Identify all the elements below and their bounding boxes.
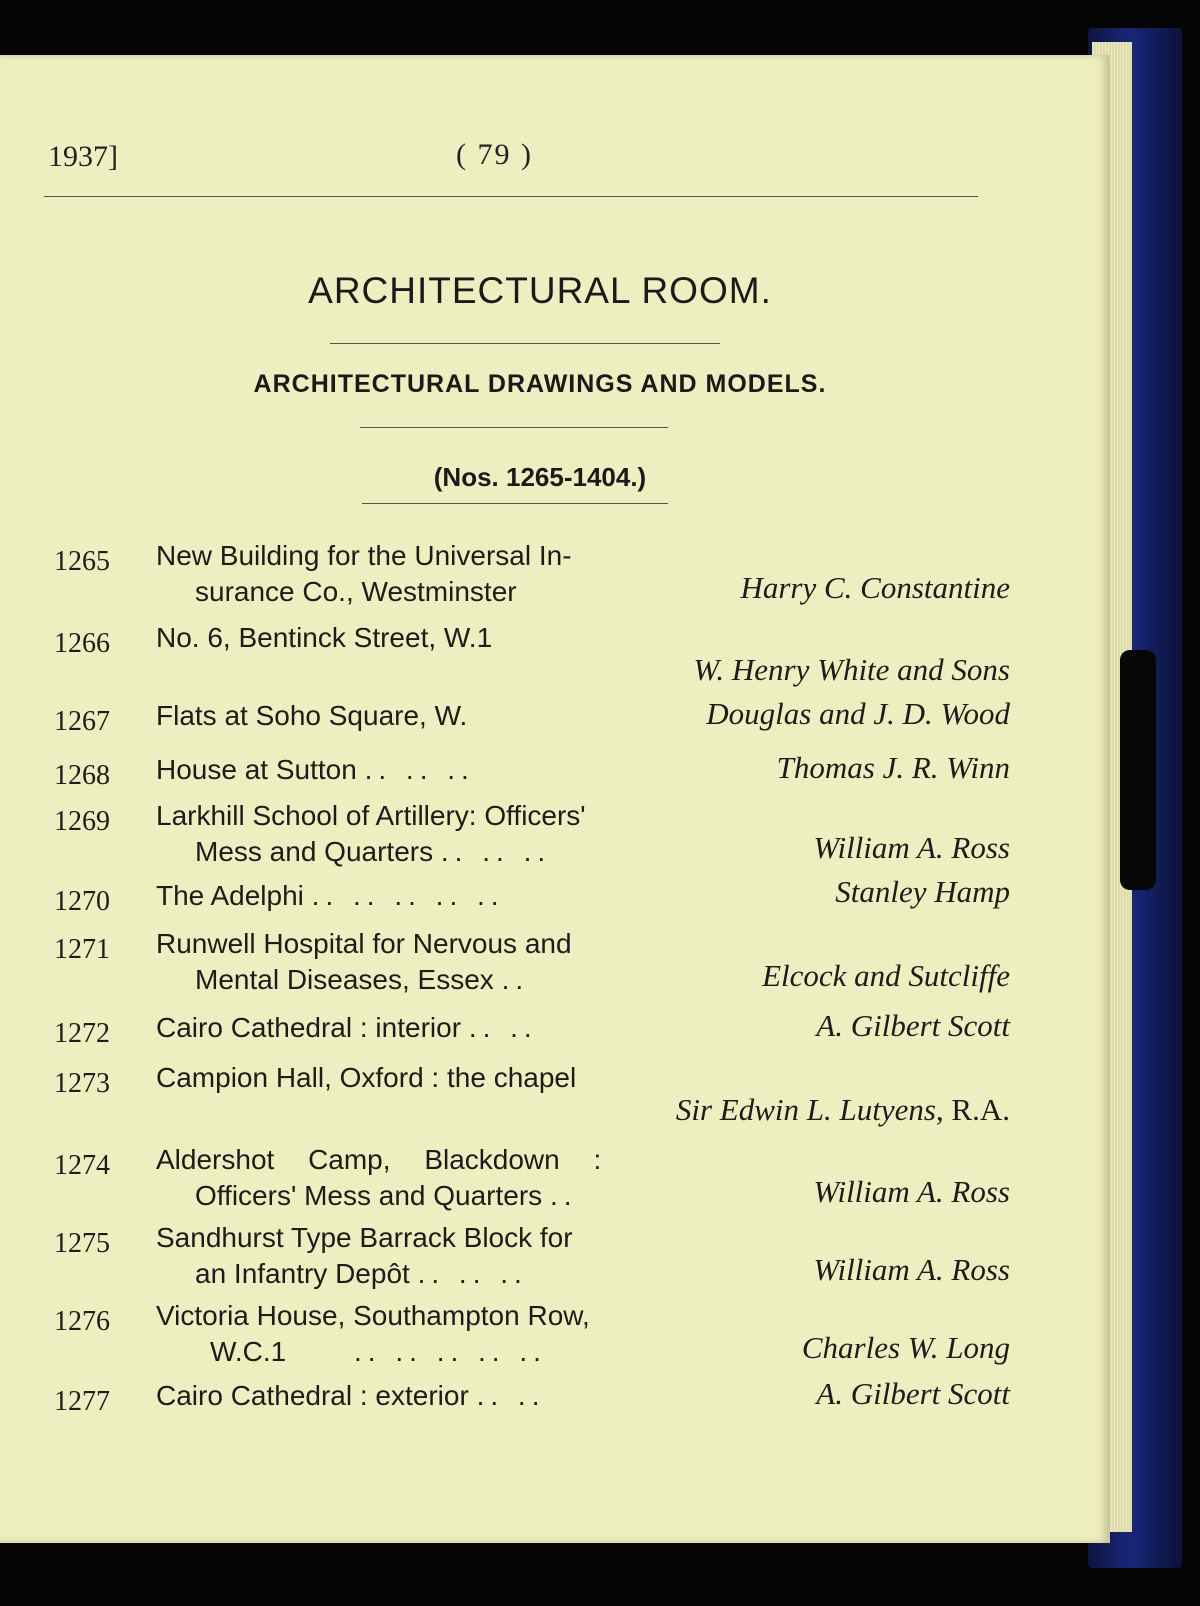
entry-artist: Thomas J. R. Winn	[776, 750, 1010, 785]
entry-artist: Stanley Hamp	[835, 874, 1010, 909]
entry-number: 1268	[54, 760, 110, 791]
room-title: ARCHITECTURAL ROOM.	[308, 270, 772, 311]
section-title: ARCHITECTURAL DRAWINGS AND MODELS.	[253, 370, 827, 398]
entry-number: 1275	[54, 1228, 110, 1259]
entry-artist	[676, 1092, 1010, 1128]
running-head	[44, 130, 1004, 173]
entry-number: 1273	[54, 1068, 110, 1099]
entry-title	[156, 1012, 538, 1044]
leader-dots: .. .. .. .. ..	[354, 1336, 547, 1367]
entry-title: New Building for the Universal In-	[156, 540, 572, 571]
leader-dots: .. .. .. .. ..	[311, 880, 505, 911]
entry-title-text: Mental Diseases, Essex	[195, 964, 494, 995]
leader-dots: .. .. ..	[417, 1258, 528, 1289]
entry-artist: William A. Ross	[813, 830, 1010, 865]
number-range: (Nos. 1265-1404.)	[433, 462, 647, 492]
entry-title-text: an Infantry Depôt	[195, 1258, 410, 1289]
page-number: ( 79 )	[456, 138, 533, 171]
leader-dots: .. .. ..	[364, 754, 475, 785]
entry-artist: Charles W. Long	[801, 1330, 1010, 1365]
entry-title-cont	[195, 1258, 528, 1290]
entry-title-cont: surance Co., Westminster	[195, 576, 517, 607]
entry-title-cont	[195, 836, 551, 868]
entry-title: Sandhurst Type Barrack Block for	[156, 1222, 573, 1253]
entry-title-text: W.C.1	[210, 1336, 287, 1367]
section-rule	[360, 427, 668, 428]
entry-artist: Douglas and J. D. Wood	[706, 696, 1010, 731]
entry-title: Flats at Soho Square, W.	[156, 700, 468, 731]
entry-artist: Elcock and Sutcliffe	[762, 958, 1010, 993]
entry-title-text: The Adelphi	[156, 880, 304, 911]
entry-artist-name: Sir Edwin L. Lutyens,	[675, 1092, 944, 1127]
entry-number: 1270	[54, 886, 110, 917]
entry-artist: A. Gilbert Scott	[816, 1008, 1010, 1043]
leader-dots: ..	[501, 964, 530, 995]
entry-title-text: Officers' Mess and Quarters	[195, 1180, 543, 1211]
entry-title	[156, 754, 475, 786]
entry-title-text: Mess and Quarters	[195, 836, 434, 867]
entry-title-text: House at Sutton	[156, 754, 357, 785]
header-year: 1937]	[48, 140, 118, 173]
leader-dots: .. ..	[468, 1012, 538, 1043]
entry-title: Campion Hall, Oxford : the chapel	[156, 1062, 577, 1093]
bookmark-ribbon	[1120, 650, 1156, 890]
leader-dots: ..	[549, 1180, 578, 1211]
leader-dots: .. ..	[476, 1380, 546, 1411]
header-rule	[44, 196, 978, 197]
entry-title: No. 6, Bentinck Street, W.1	[156, 622, 493, 653]
entry-artist-suffix: R.A.	[951, 1092, 1010, 1127]
title-rule	[330, 343, 720, 344]
entry-number: 1271	[54, 934, 110, 965]
entry-title-cont	[195, 964, 529, 996]
entry-title: Larkhill School of Artillery: Officers'	[156, 800, 586, 831]
entry-number: 1267	[54, 706, 110, 737]
leader-dots: .. .. ..	[440, 836, 552, 867]
entry-title-cont	[195, 1180, 578, 1212]
entry-title	[156, 880, 505, 912]
entry-title: Victoria House, Southampton Row,	[156, 1300, 590, 1331]
entry-number: 1266	[54, 628, 110, 659]
entry-number: 1274	[54, 1150, 110, 1181]
entry-title	[156, 1380, 546, 1412]
entry-artist: William A. Ross	[813, 1252, 1010, 1287]
entry-title-cont	[210, 1336, 547, 1368]
entry-title: Aldershot Camp, Blackdown :	[156, 1144, 602, 1175]
entry-number: 1277	[54, 1386, 110, 1417]
range-rule	[362, 503, 668, 504]
entry-number: 1276	[54, 1306, 110, 1337]
entry-artist: W. Henry White and Sons	[693, 652, 1010, 687]
entry-number: 1272	[54, 1018, 110, 1049]
entry-number: 1269	[54, 806, 110, 837]
entry-artist: A. Gilbert Scott	[816, 1376, 1010, 1411]
entry-title: Runwell Hospital for Nervous and	[156, 928, 572, 959]
entry-number: 1265	[54, 546, 110, 577]
entry-title-text: Cairo Cathedral : interior	[156, 1012, 462, 1043]
entry-artist: Harry C. Constantine	[740, 570, 1010, 605]
entry-artist: William A. Ross	[813, 1174, 1010, 1209]
entry-title-text: Cairo Cathedral : exterior	[156, 1380, 469, 1411]
